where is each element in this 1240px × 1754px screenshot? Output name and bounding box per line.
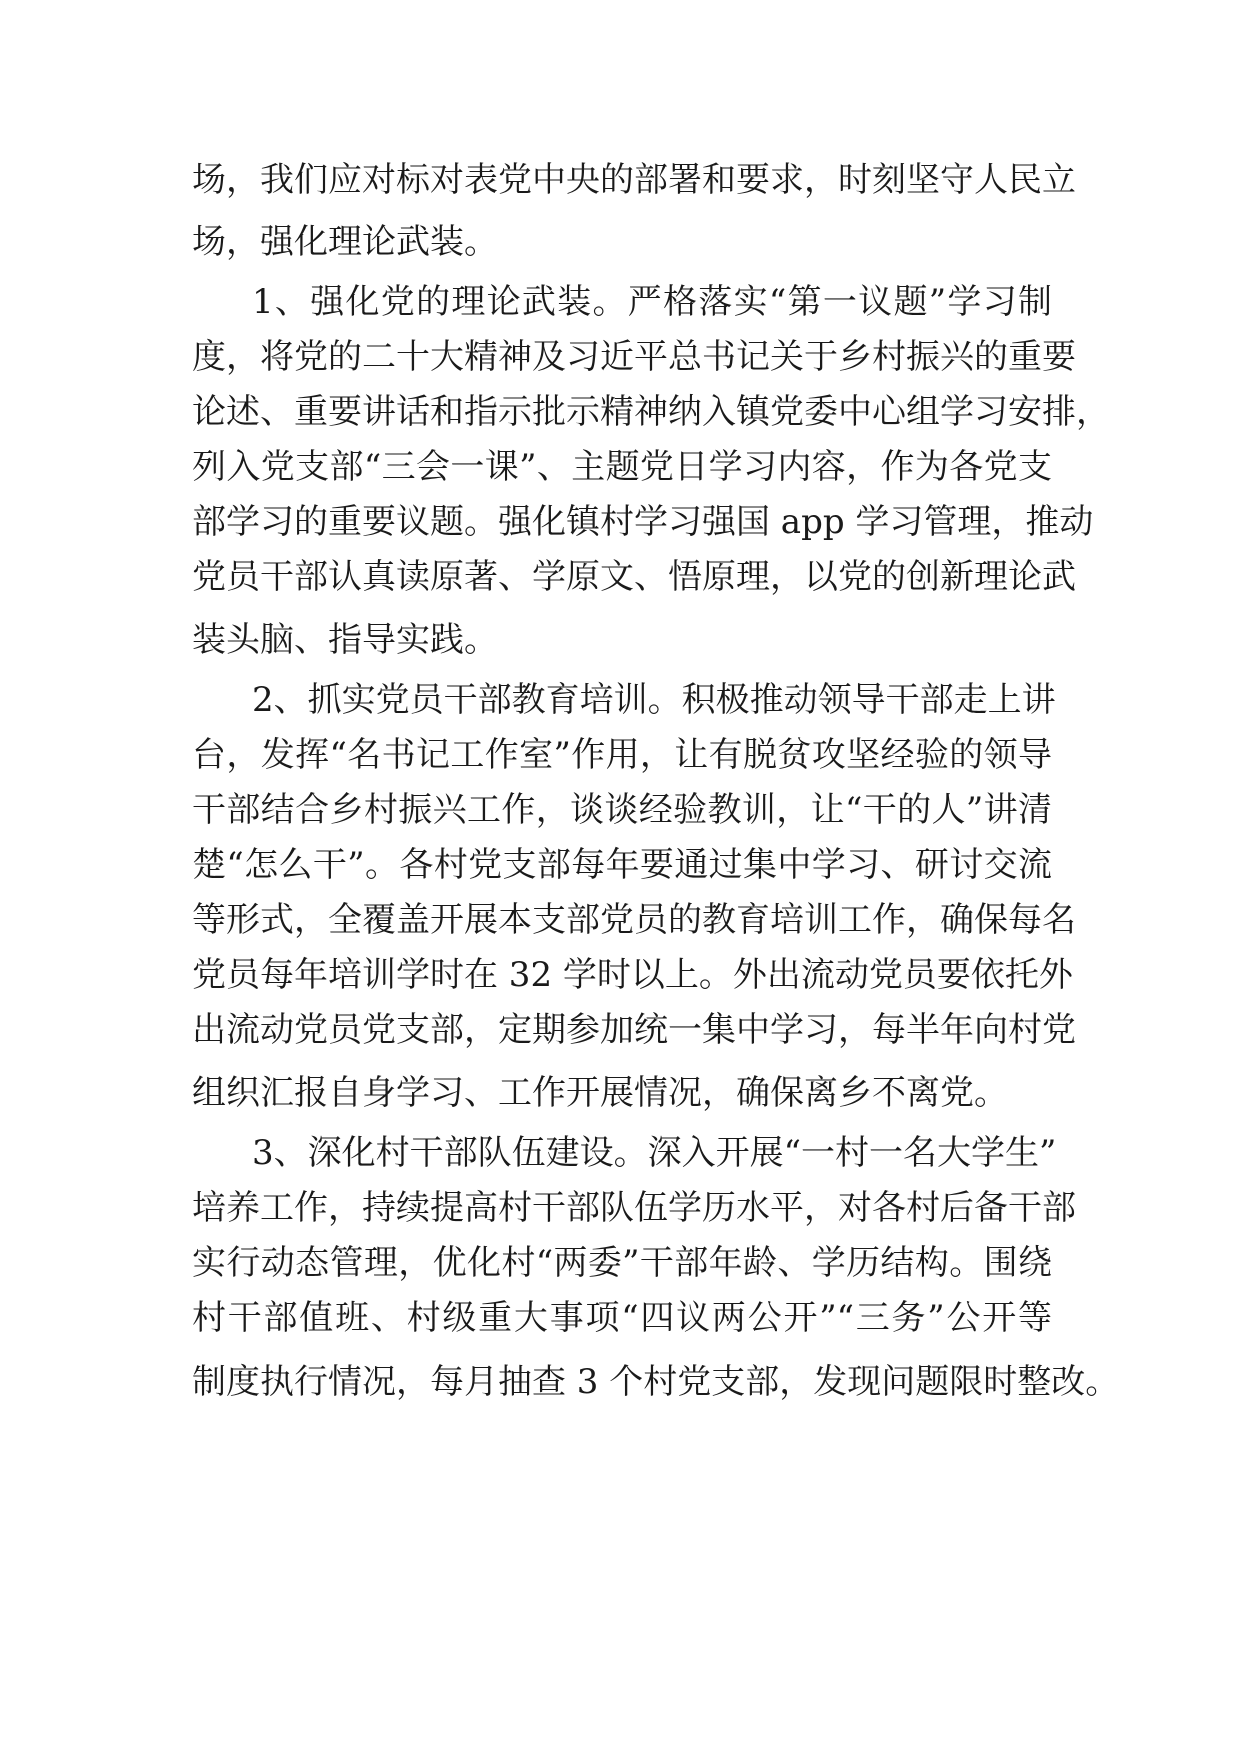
text-line: 组织汇报自身学习、工作开展情况，确保离乡不离党。 (192, 1073, 1008, 1113)
text-line: 装头脑、指导实践。 (192, 620, 498, 660)
text-line: 出流动党员党支部，定期参加统一集中学习，每半年向村党 (192, 1010, 1076, 1050)
text-line: 论述、重要讲话和指示批示精神纳入镇党委中心组学习安排， (192, 392, 1110, 432)
text-line: 列入党支部“三会一课”、主题党日学习内容，作为各党支 (192, 447, 1052, 487)
text-line: 党员干部认真读原著、学原文、悟原理，以党的创新理论武 (192, 557, 1076, 597)
text-line: 场，我们应对标对表党中央的部署和要求，时刻坚守人民立 (192, 160, 1076, 200)
text-line: 培养工作，持续提高村干部队伍学历水平，对各村后备干部 (192, 1188, 1076, 1228)
text-line: 度，将党的二十大精神及习近平总书记关于乡村振兴的重要 (192, 337, 1076, 377)
text-line: 干部结合乡村振兴工作，谈谈经验教训，让“干的人”讲清 (192, 790, 1052, 830)
text-line: 村干部值班、村级重大事项“四议两公开”“三务”公开等 (192, 1298, 1052, 1338)
text-line: 制度执行情况，每月抽查 3 个村党支部，发现问题限时整改。 (192, 1362, 1120, 1402)
text-line: 实行动态管理，优化村“两委”干部年龄、学历结构。围绕 (192, 1243, 1052, 1283)
paragraph-2-heading-line: 2、抓实党员干部教育培训。积极推动领导干部走上讲 (252, 680, 1056, 720)
text-line: 台，发挥“名书记工作室”作用，让有脱贫攻坚经验的领导 (192, 735, 1052, 775)
paragraph-3-heading-line: 3、深化村干部队伍建设。深入开展“一村一名大学生” (252, 1133, 1057, 1173)
text-line: 楚“怎么干”。各村党支部每年要通过集中学习、研讨交流 (192, 845, 1052, 885)
paragraph-1-heading-line: 1、强化党的理论武装。严格落实“第一议题”学习制 (252, 282, 1052, 322)
text-line: 等形式，全覆盖开展本支部党员的教育培训工作，确保每名 (192, 900, 1076, 940)
text-line: 场，强化理论武装。 (192, 222, 498, 262)
text-line: 部学习的重要议题。强化镇村学习强国 app 学习管理，推动 (192, 502, 1094, 542)
text-line: 党员每年培训学时在 32 学时以上。外出流动党员要依托外 (192, 955, 1073, 995)
